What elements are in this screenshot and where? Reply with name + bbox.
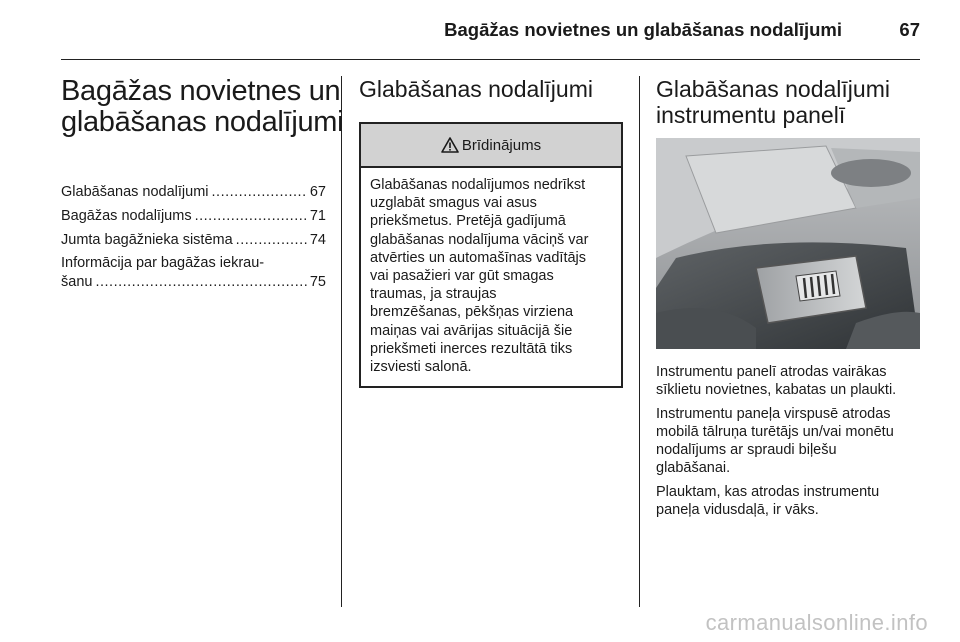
paragraph-line: Plauktam, kas atrodas instrumentu	[656, 483, 880, 500]
toc-entry-page: 71	[309, 208, 326, 224]
warning-text-line: traumas, ja straujas	[370, 286, 497, 303]
toc-dot-leader	[195, 206, 307, 226]
toc-entry[interactable]	[61, 230, 326, 250]
warning-text-line: atvērties un automašīnas vadītājs	[370, 249, 587, 266]
table-of-contents	[61, 182, 326, 292]
section-title-dashboard	[656, 76, 924, 128]
warning-text-line: priekšmetus. Pretējā gadījumā	[370, 213, 566, 230]
paragraph-line: nodalījums ar spraudi biļešu	[656, 442, 837, 459]
warning-text-line: bremzēšanas, pēkšņas virziena	[370, 304, 574, 321]
chapter-column	[61, 75, 344, 296]
section-title-line2: instrumentu panelī	[656, 102, 846, 128]
paragraph	[656, 405, 924, 478]
warning-text-line: maiņas vai avārijas situācijā šie	[370, 322, 573, 339]
paragraph-line: mobilā tālruņa turētājs un/vai monētu	[656, 423, 894, 440]
header-divider	[61, 59, 920, 60]
storage-section-column	[359, 76, 623, 388]
warning-text	[361, 168, 621, 386]
paragraph	[656, 363, 924, 400]
paragraph-line: sīklietu novietnes, kabatas un plaukti.	[656, 382, 897, 399]
toc-entry-text: Informācija par bagāžas iekrau-	[61, 255, 265, 271]
running-header-title: Bagāžas novietnes un glabāšanas nodalījumi	[444, 19, 842, 40]
column-divider-2	[639, 76, 640, 607]
toc-entry-page: 74	[309, 232, 326, 248]
toc-dot-leader	[95, 273, 306, 292]
watermark: carmanualsonline.info	[705, 610, 928, 635]
toc-dot-leader	[236, 230, 307, 250]
warning-text-line: uzglabāt smagus vai asus	[370, 195, 537, 212]
toc-entry-page: 67	[309, 184, 326, 200]
dashboard-storage-column	[656, 76, 924, 524]
page-number: 67	[899, 19, 920, 40]
toc-entry-page: 75	[309, 274, 326, 290]
warning-triangle-icon	[441, 137, 459, 153]
chapter-title	[61, 75, 344, 138]
chapter-title-line2: glabāšanas nodalījumi	[61, 106, 344, 138]
toc-entry-text: Glabāšanas nodalījumi	[61, 184, 209, 200]
warning-text-line: priekšmeti inerces rezultātā tiks	[370, 340, 573, 357]
column-divider-1	[341, 76, 342, 607]
paragraph	[656, 483, 924, 520]
toc-entry[interactable]	[61, 254, 326, 292]
warning-text-line: glabāšanas nodalījuma vāciņš var	[370, 231, 589, 248]
toc-entry-text: Bagāžas nodalījums	[61, 208, 192, 224]
paragraph-line: Instrumentu paneļa virspusē atrodas	[656, 405, 891, 422]
chapter-title-line1: Bagāžas novietnes un	[61, 75, 341, 107]
toc-entry-text-cont: šanu	[61, 274, 93, 290]
section-title: Glabāšanas nodalījumi	[359, 76, 593, 102]
paragraph-line: paneļa vidusdaļā, ir vāks.	[656, 502, 819, 519]
warning-box	[359, 122, 623, 388]
toc-entry[interactable]	[61, 182, 326, 202]
toc-dot-leader	[212, 182, 307, 202]
warning-text-line: izsviesti salonā.	[370, 359, 472, 376]
warning-text-line: Glabāšanas nodalījumos nedrīkst	[370, 177, 586, 193]
body-text	[656, 363, 924, 519]
warning-header	[361, 124, 621, 168]
warning-heading: Brīdinājums	[461, 136, 542, 154]
paragraph-line: Instrumentu panelī atrodas vairākas	[656, 364, 887, 380]
warning-text-line: vai pasažieri var gūt smagas	[370, 268, 554, 285]
toc-entry[interactable]	[61, 206, 326, 226]
section-title-line1: Glabāšanas nodalījumi	[656, 76, 890, 102]
toc-entry-text: Jumta bagāžnieka sistēma	[61, 232, 233, 248]
paragraph-line: glabāšanai.	[656, 460, 731, 477]
dashboard-storage-photo	[656, 138, 920, 349]
